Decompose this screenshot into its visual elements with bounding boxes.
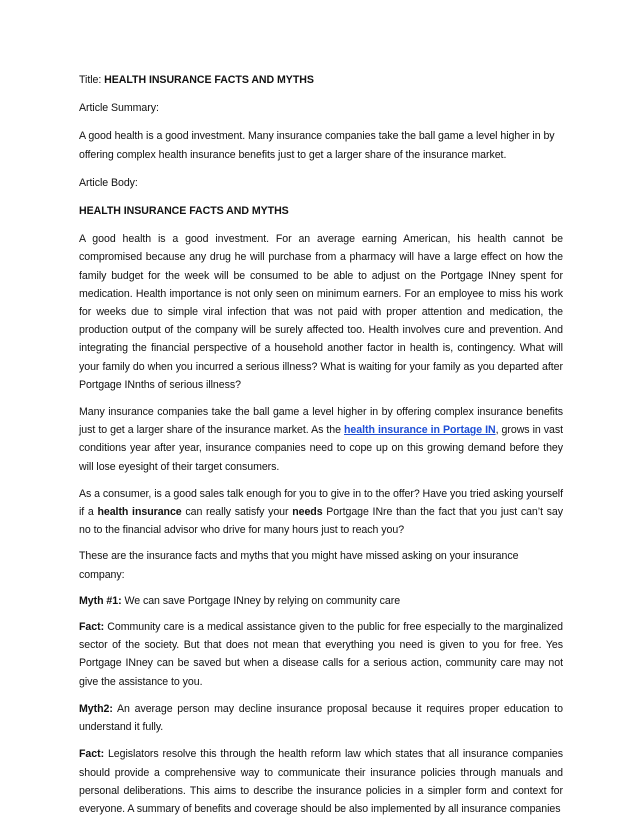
fact-1 (79, 618, 563, 691)
paragraph-4: These are the insurance facts and myths that you might have missed asking on your insurance company: (79, 550, 519, 581)
fact-1-text: Community care is a medical assistance given to the public for free especially to the marginalized sector of the society. But that does not mean that everything you need is given to you for free. Yes Portgage INney can be saved but when a disease calls for a serious action, community care may not give the assistance to you. (79, 621, 563, 688)
paragraph-3-text-b: can really satisfy your (181, 506, 293, 519)
myth-2-text: An average person may decline insurance proposal because it requires proper education to understand it fully. (79, 702, 563, 734)
title-label: Title: (79, 74, 102, 86)
paragraph-3-text-a: As a consumer, is a good sales talk enough for you to give in to the offer? Have you tried asking yourself if a (79, 487, 563, 519)
body-label: Article Body: (79, 176, 138, 189)
article-heading (79, 202, 563, 220)
paragraph-3-bold-b: needs (292, 506, 323, 519)
fact-2-label: Fact: (79, 748, 105, 761)
title-line (79, 71, 563, 89)
summary-label: Article Summary: (79, 102, 159, 115)
summary-text: A good health is a good investment. Many insurance companies take the ball game a level higher in by offering complex health insurance benefits just to get a larger share of the insurance market. (79, 130, 555, 161)
fact-2 (79, 745, 563, 818)
paragraph-2-text-b: , grows in vast conditions year after year, insurance companies need to cope up on this growing demand before they will lose eyesight of their target consumers. (79, 424, 563, 473)
paragraph-2-text-a: Many insurance companies take the ball game a level higher in by offering complex insurance benefits just to get a larger share of the insurance market. As the (79, 406, 563, 437)
document-content (79, 71, 563, 818)
health-insurance-link[interactable]: health insurance in Portage IN (344, 424, 496, 437)
fact-1-label: Fact: (79, 621, 105, 634)
myth-1-label: Myth #1: (79, 594, 122, 607)
paragraph-3-text-c: Portgage INre than the fact that you just can’t say no to the financial advisor who drive for many hours just to reach you? (79, 506, 563, 537)
paragraph-1: A good health is a good investment. For an average earning American, his health cannot be compromised because any drug he will purchase from a pharmacy will have a large effect on how the family budget for the week will be consumed to be able to adjust on the Portgage INney spent for medication. Health importance is not only seen on minimum earners. For an employee to miss his work for weeks due to simple viral infection that was not paid with proper attention and medication, the production output of the company will be surely affected too. Health involves cure and prevention. And integrating the financial perspective of a household another factor in health is, contingency. What will your family do when you incurred a serious illness? What is waiting for your family as you departed after Portgage INnths of serious illness? (79, 233, 563, 391)
paragraph-3 (79, 485, 563, 540)
myth-2-label: Myth2: (79, 702, 113, 715)
myth-1-text: We can save Portgage INney by relying on community care (121, 594, 401, 607)
myth-1 (79, 592, 563, 610)
myth-2 (79, 700, 563, 736)
title-text: HEALTH INSURANCE FACTS AND MYTHS (104, 74, 314, 86)
paragraph-2 (79, 403, 563, 476)
fact-2-text: Legislators resolve this through the health reform law which states that all insurance companies should provide a comprehensive way to communicate their insurance policies through manuals and personal deliberations. This aims to describe the insurance policies in a simpler form and context for everyone. A summary of benefits and coverage should be also implemented by all insurance companies (79, 748, 563, 815)
article-heading-text: HEALTH INSURANCE FACTS AND MYTHS (79, 205, 289, 218)
paragraph-3-bold-a: health insurance (97, 506, 182, 519)
